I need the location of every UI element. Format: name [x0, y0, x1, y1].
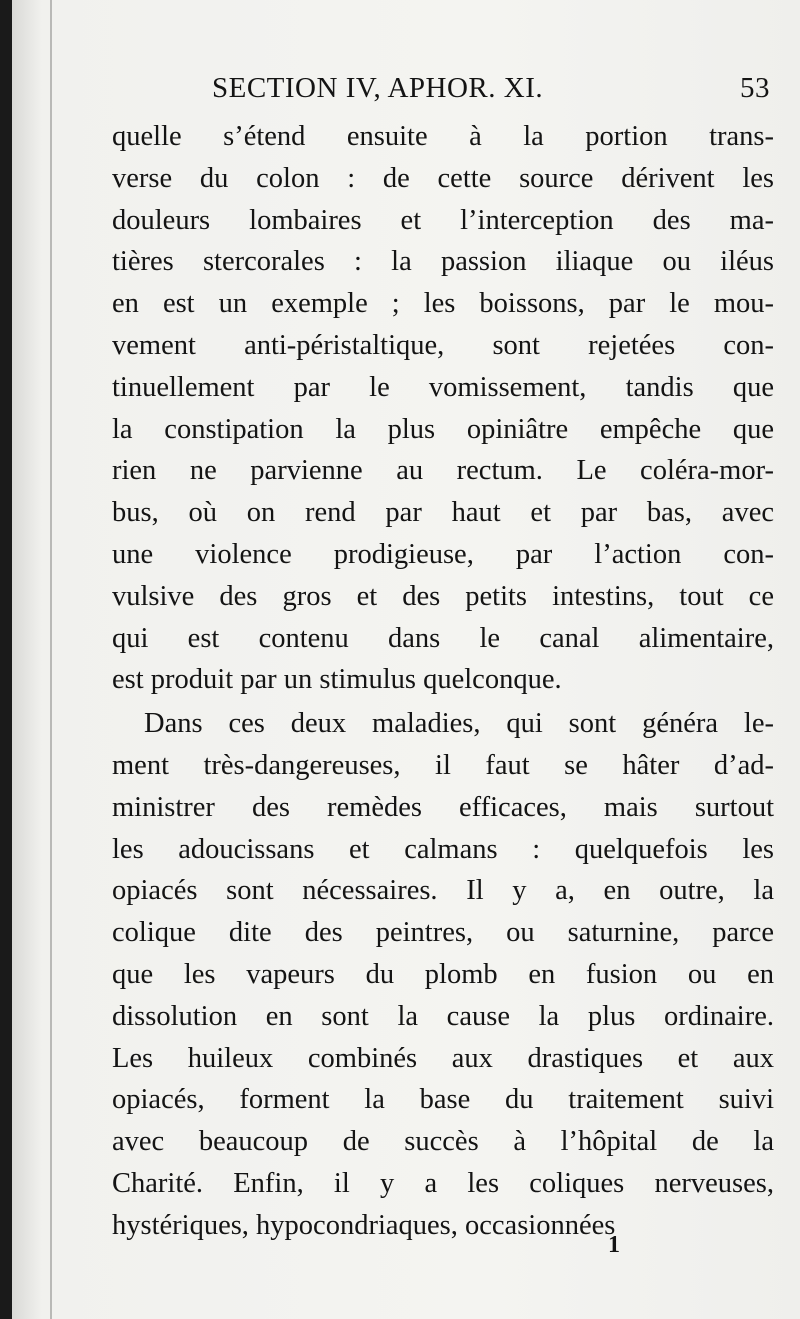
- text-line: quelle s’étend ensuite à la portion trans-: [112, 121, 774, 152]
- text-line: tinuellement par le vomissement, tandis que: [112, 371, 774, 403]
- paragraph-2: [112, 703, 774, 1246]
- text-line: colique dite des peintres, ou saturnine, parce: [112, 917, 774, 949]
- text-line: verse du colon : de cette source dérivent les: [112, 162, 774, 194]
- text-line: Les huileux combinés aux drastiques et aux: [112, 1042, 774, 1074]
- text-line: une violence prodigieuse, par l’action con-: [112, 538, 774, 570]
- text-line: Dans ces deux maladies, qui sont généra le-: [144, 708, 774, 740]
- text-line: est produit par un stimulus quelconque.: [112, 664, 562, 696]
- text-line: qui est contenu dans le canal alimentaire,: [112, 622, 774, 654]
- text-line: opiacés sont nécessaires. Il y a, en outre, la: [112, 875, 774, 907]
- page-text-block: [112, 72, 774, 1247]
- text-line: vulsive des gros et des petits intestins, tout ce: [112, 580, 774, 612]
- signature-mark: 1: [608, 1232, 620, 1258]
- text-line: ment très-dangereuses, il faut se hâter d’ad-: [112, 749, 774, 781]
- text-line: ministrer des remèdes efficaces, mais surtout: [112, 791, 774, 823]
- page-fold-line: [50, 0, 52, 1319]
- text-line: rien ne parvienne au rectum. Le coléra-mor-: [112, 455, 774, 487]
- text-line: dissolution en sont la cause la plus ordinaire.: [112, 1000, 774, 1032]
- text-line: avec beaucoup de succès à l’hôpital de la: [112, 1126, 774, 1158]
- book-page: [12, 0, 800, 1319]
- page-number: 53: [740, 72, 770, 104]
- running-head: [12, 72, 774, 116]
- text-line: douleurs lombaires et l’interception des ma-: [112, 204, 774, 236]
- text-line: bus, où on rend par haut et par bas, avec: [112, 497, 774, 529]
- text-line: la constipation la plus opiniâtre empêche que: [112, 413, 774, 445]
- text-line: les adoucissans et calmans : quelquefois les: [112, 833, 774, 865]
- running-head-title: SECTION IV, APHOR. XI.: [212, 72, 544, 104]
- text-line: tières stercorales : la passion iliaque ou iléus: [112, 246, 774, 278]
- text-line: Charité. Enfin, il y a les coliques nerveuses,: [112, 1167, 774, 1199]
- text-line: opiacés, forment la base du traitement suivi: [112, 1084, 774, 1116]
- text-line: vement anti-péristaltique, sont rejetées con-: [112, 329, 774, 361]
- text-line: que les vapeurs du plomb en fusion ou en: [112, 958, 774, 990]
- text-line: hystériques, hypocondriaques, occasionnées: [112, 1209, 616, 1241]
- paragraph-1: [112, 116, 774, 701]
- text-line: en est un exemple ; les boissons, par le mou-: [112, 288, 774, 320]
